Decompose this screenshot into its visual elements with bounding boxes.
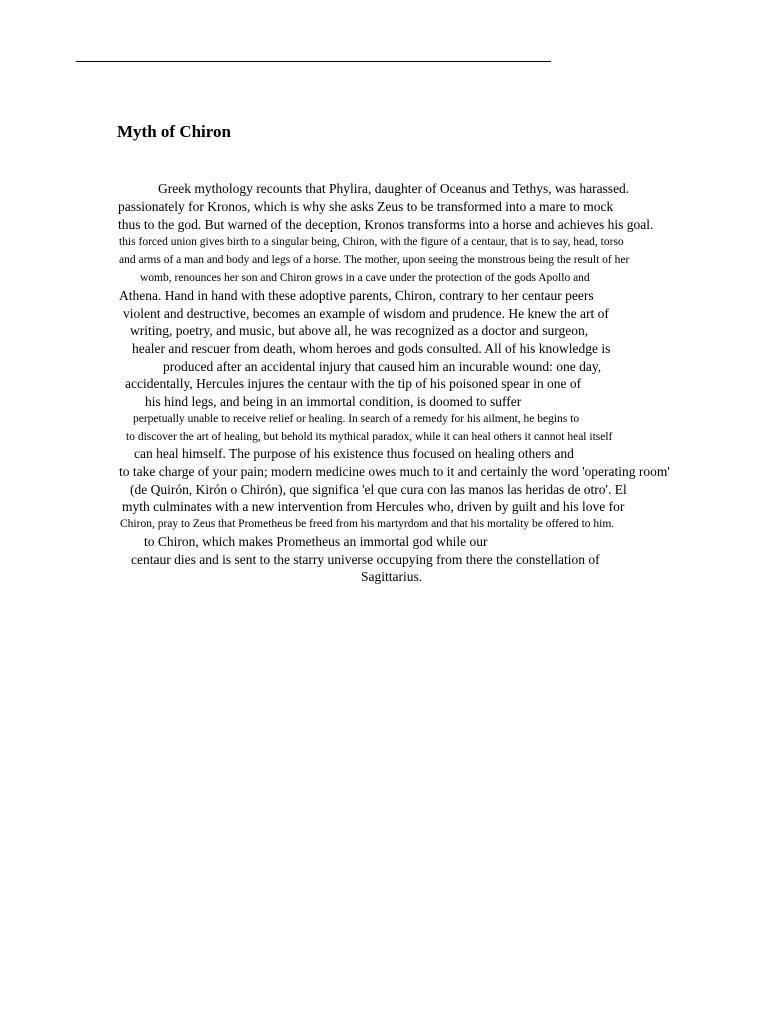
body-line: produced after an accidental injury that caused him an incurable wound: one day, — [163, 359, 602, 374]
body-line: violent and destructive, becomes an example of wisdom and prudence. He knew the art of — [123, 306, 609, 321]
body-line: to take charge of your pain; modern medicine owes much to it and certainly the word 'operating room' — [119, 464, 670, 479]
body-line: womb, renounces her son and Chiron grows in a cave under the protection of the gods Apollo and — [140, 272, 590, 284]
body-line: perpetually unable to receive relief or healing. In search of a remedy for his ailment, he begins to — [133, 413, 580, 425]
body-line: writing, poetry, and music, but above all, he was recognized as a doctor and surgeon, — [130, 323, 589, 338]
body-line: myth culminates with a new intervention from Hercules who, driven by guilt and his love for — [122, 499, 625, 514]
body-line: accidentally, Hercules injures the centaur with the tip of his poisoned spear in one of — [125, 376, 582, 391]
body-line: Chiron, pray to Zeus that Prometheus be freed from his martyrdom and that his mortality be offered to him. — [120, 518, 615, 530]
body-line: his hind legs, and being in an immortal condition, is doomed to suffer — [145, 394, 522, 409]
body-line: this forced union gives birth to a singular being, Chiron, with the figure of a centaur, that is to say, head, torso — [119, 236, 624, 248]
body-line: healer and rescuer from death, whom heroes and gods consulted. All of his knowledge is — [132, 341, 611, 356]
body-line: and arms of a man and body and legs of a horse. The mother, upon seeing the monstrous being the result of her — [119, 254, 630, 266]
top-divider — [76, 61, 551, 62]
document-title: Myth of Chiron — [117, 122, 231, 141]
body-line: can heal himself. The purpose of his existence thus focused on healing others and — [134, 446, 574, 461]
body-line: Greek mythology recounts that Phylira, daughter of Oceanus and Tethys, was harassed. — [158, 181, 630, 196]
body-line: centaur dies and is sent to the starry universe occupying from there the constellation of — [131, 552, 600, 567]
body-line: thus to the god. But warned of the deception, Kronos transforms into a horse and achieves his goal. — [118, 217, 654, 232]
body-line: Athena. Hand in hand with these adoptive parents, Chiron, contrary to her centaur peers — [119, 288, 594, 303]
body-line: Sagittarius. — [361, 569, 423, 584]
body-line: passionately for Kronos, which is why she asks Zeus to be transformed into a mare to mock — [118, 199, 614, 214]
body-line: to discover the art of healing, but behold its mythical paradox, while it can heal others it cannot heal itself — [126, 431, 613, 443]
body-line: to Chiron, which makes Prometheus an immortal god while our — [144, 534, 488, 549]
body-line: (de Quirón, Kirón o Chirón), que significa 'el que cura con las manos las heridas de otro'. El — [130, 482, 627, 497]
